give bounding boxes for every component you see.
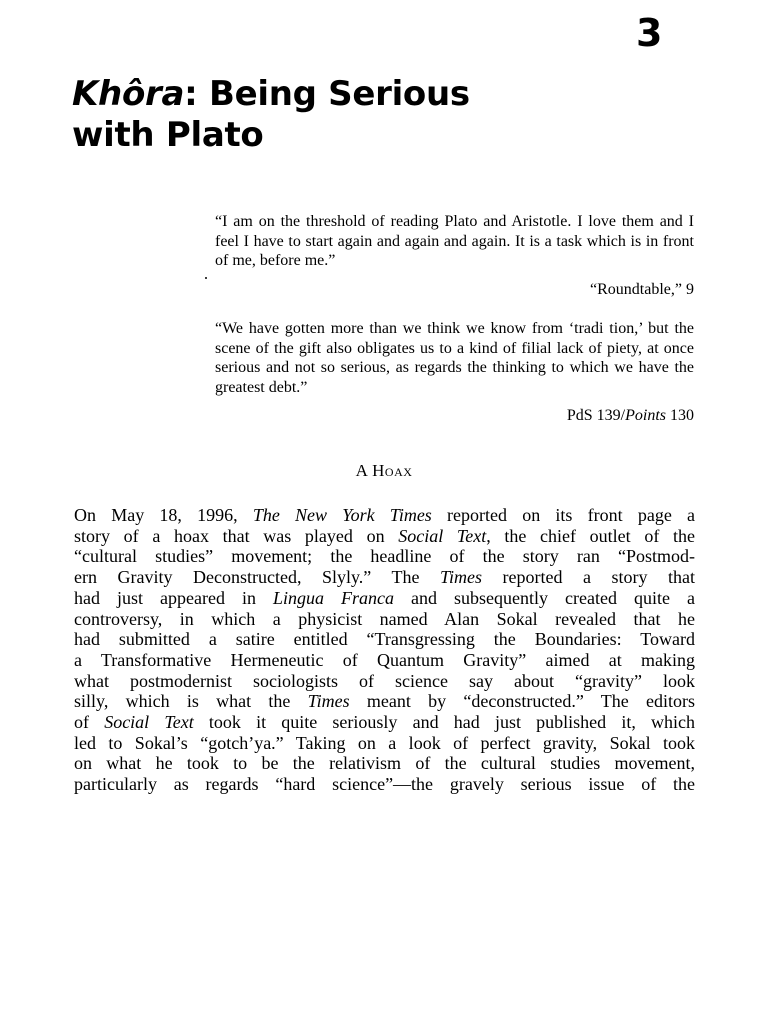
chapter-title-italic: Khôra — [72, 74, 185, 114]
body-line-text: ern Gravity Deconstructed, Slyly.” The — [74, 567, 440, 588]
body-line-text: controversy, in which a physicist named Alan Sokal revealed that he — [74, 608, 695, 629]
chapter-number: 3 — [636, 11, 663, 55]
body-line-text: On May 18, 1996, — [74, 505, 253, 525]
epigraph-quote: “We have gotten more than we think we know from ‘tradi tion,’ but the scene of the gift also obligates us to a kind of filial lack of piety, at once serious and not so serious, as regards the thinking to which we have the greatest debt.” — [215, 320, 694, 396]
body-line — [74, 753, 695, 774]
body-line-italic: Times — [307, 691, 350, 712]
epigraph-1 — [215, 212, 694, 299]
body-line — [74, 650, 695, 671]
body-line-text: silly, which is what the — [74, 691, 308, 712]
body-line-italic: Lingua Franca — [273, 587, 395, 608]
body-line-text: had just appeared in — [74, 587, 273, 608]
body-line — [74, 567, 695, 588]
body-line-text: story of a hoax that was played on — [74, 525, 399, 546]
body-line-italic: The New York Times — [252, 505, 432, 525]
epigraph-attribution: “Roundtable,” 9 — [590, 280, 694, 298]
attribution-italic: Points — [625, 407, 666, 424]
body-line — [74, 671, 695, 692]
body-line — [74, 609, 695, 630]
body-line-text: a Transformative Hermeneutic of Quantum Gravity” aimed at making — [74, 649, 695, 670]
body-line-text: reported on its front page a — [431, 505, 696, 525]
chapter-title-rest: : Being Serious — [184, 74, 470, 114]
body-line — [74, 774, 695, 795]
body-line — [74, 629, 695, 650]
stray-mark — [205, 277, 207, 279]
chapter-title-line2: with Plato — [72, 115, 264, 155]
epigraph-2 — [215, 319, 694, 426]
epigraph-attribution — [215, 406, 694, 426]
body-line-text: of — [74, 712, 105, 733]
body-line — [74, 546, 695, 567]
body-line-text: took it quite seriously and had just published it, which — [193, 712, 695, 733]
body-line — [74, 526, 695, 547]
body-line — [74, 712, 695, 733]
body-line-italic: Social Text — [398, 525, 487, 546]
body-line-text: led to Sokal’s “gotch’ya.” Taking on a look of perfect gravity, Sokal took — [74, 732, 695, 753]
section-heading-prefix: A — [355, 461, 373, 480]
body-line-text: and subsequently created quite a — [394, 587, 695, 608]
section-heading — [0, 461, 768, 481]
body-line — [74, 733, 695, 754]
body-line-text: “cultural studies” movement; the headline of the story ran “Postmod- — [74, 546, 695, 567]
section-heading-smallcaps: Hoax — [372, 461, 413, 480]
attribution-prefix: PdS 139/ — [566, 407, 626, 424]
body-line-text: meant by “deconstructed.” The editors — [349, 691, 696, 712]
body-line — [74, 691, 695, 712]
chapter-title — [72, 74, 592, 156]
body-line-italic: Times — [439, 567, 482, 588]
body-paragraph — [74, 505, 695, 795]
body-line-text: had submitted a satire entitled “Transgressing the Boundaries: Toward — [74, 629, 695, 650]
body-line-text: , the chief outlet of the — [486, 525, 695, 546]
body-line-text: particularly as regards “hard science”—the gravely serious issue of the — [74, 774, 695, 795]
body-line — [74, 588, 695, 609]
body-line-text: on what he took to be the relativism of the cultural studies movement, — [74, 753, 695, 774]
body-line-italic: Social Text — [104, 712, 194, 733]
epigraph-quote: “I am on the threshold of reading Plato and Aristotle. I love them and I feel I have to start again and again and again. It is a task which is in front of me, before me.” — [215, 213, 694, 269]
body-line — [74, 505, 695, 526]
attribution-suffix: 130 — [666, 407, 694, 424]
body-line-text: what postmodernist sociologists of science say about “gravity” look — [74, 670, 695, 691]
body-line-text: reported a story that — [482, 567, 695, 588]
